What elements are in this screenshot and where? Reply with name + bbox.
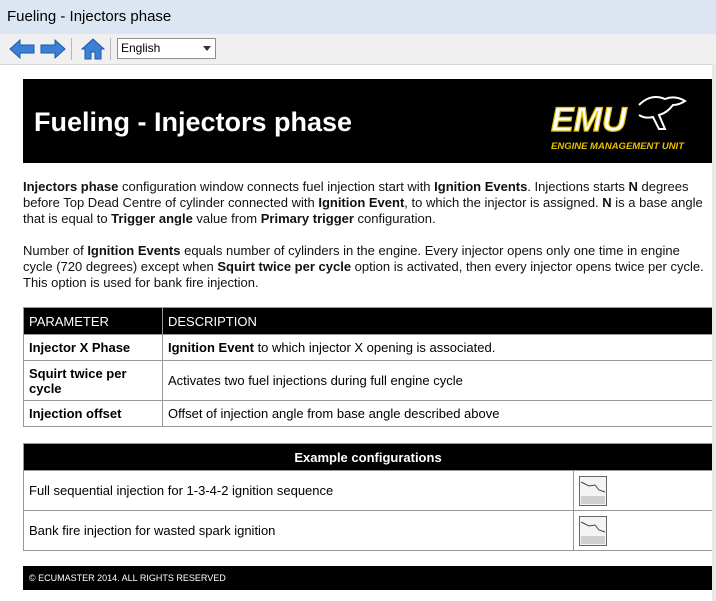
page-title: Fueling - Injectors phase bbox=[34, 107, 353, 137]
scrollbar[interactable] bbox=[712, 64, 716, 601]
parameter-name: Squirt twice per cycle bbox=[24, 361, 163, 401]
thumbnail-image-icon[interactable] bbox=[579, 516, 607, 546]
thumbnail-image-icon[interactable] bbox=[579, 476, 607, 506]
toolbar-separator bbox=[71, 38, 72, 60]
svg-text:EMU: EMU bbox=[551, 101, 627, 139]
parameter-description: Ignition Event to which injector X opening is associated. bbox=[163, 335, 713, 361]
intro-paragraph-2: Number of Ignition Events equals number of cylinders in the engine. Every injector opens only one time in engine cycle (720 degrees) except when Squirt twice per cycle option is activated, then every injector opens twice per cycle. This option is used for bank fire injection. bbox=[23, 243, 704, 290]
help-page bbox=[0, 65, 712, 601]
example-label: Full sequential injection for 1-3-4-2 ignition sequence bbox=[24, 471, 574, 511]
table-row bbox=[24, 361, 713, 401]
emu-logo bbox=[547, 89, 705, 155]
back-button[interactable] bbox=[9, 37, 35, 61]
table-row bbox=[24, 401, 713, 427]
table-header-row bbox=[24, 308, 713, 335]
parameters-table bbox=[23, 307, 712, 427]
table-header-row bbox=[24, 444, 713, 471]
language-select-value: English bbox=[121, 41, 161, 55]
page-header bbox=[23, 79, 712, 163]
parameter-description: Offset of injection angle from base angle described above bbox=[163, 401, 713, 427]
home-button[interactable] bbox=[80, 37, 106, 61]
table-row bbox=[24, 511, 713, 551]
example-thumbnail-cell[interactable] bbox=[574, 471, 713, 511]
parameter-name: Injector X Phase bbox=[24, 335, 163, 361]
table-row bbox=[24, 471, 713, 511]
window-title: Fueling - Injectors phase bbox=[7, 8, 172, 25]
arrow-right-icon bbox=[40, 39, 66, 59]
examples-table bbox=[23, 443, 712, 551]
toolbar bbox=[0, 34, 716, 65]
home-icon bbox=[81, 38, 105, 60]
parameter-description: Activates two fuel injections during full engine cycle bbox=[163, 361, 713, 401]
forward-button[interactable] bbox=[40, 37, 66, 61]
examples-header: Example configurations bbox=[24, 444, 713, 471]
column-header-description: DESCRIPTION bbox=[163, 308, 713, 335]
arrow-left-icon bbox=[9, 39, 35, 59]
column-header-parameter: PARAMETER bbox=[24, 308, 163, 335]
example-thumbnail-cell[interactable] bbox=[574, 511, 713, 551]
svg-text:ENGINE MANAGEMENT UNIT: ENGINE MANAGEMENT UNIT bbox=[551, 141, 684, 152]
toolbar-separator bbox=[110, 38, 111, 60]
window-titlebar bbox=[0, 0, 716, 35]
language-select[interactable] bbox=[117, 38, 216, 59]
copyright-text: © ECUMASTER 2014. ALL RIGHTS RESERVED bbox=[29, 573, 226, 583]
table-row bbox=[24, 335, 713, 361]
parameter-name: Injection offset bbox=[24, 401, 163, 427]
intro-paragraph-1: Injectors phase configuration window connects fuel injection start with Ignition Events. Injections starts N degrees before Top Dead Centre of cylinder connected with Ignition Event, to which the injector is assigned. N is a base angle that is equal to Trigger angle value from Primary trigger configuration. bbox=[23, 179, 703, 226]
example-label: Bank fire injection for wasted spark ignition bbox=[24, 511, 574, 551]
page-footer bbox=[23, 566, 712, 590]
chevron-down-icon bbox=[203, 46, 211, 51]
